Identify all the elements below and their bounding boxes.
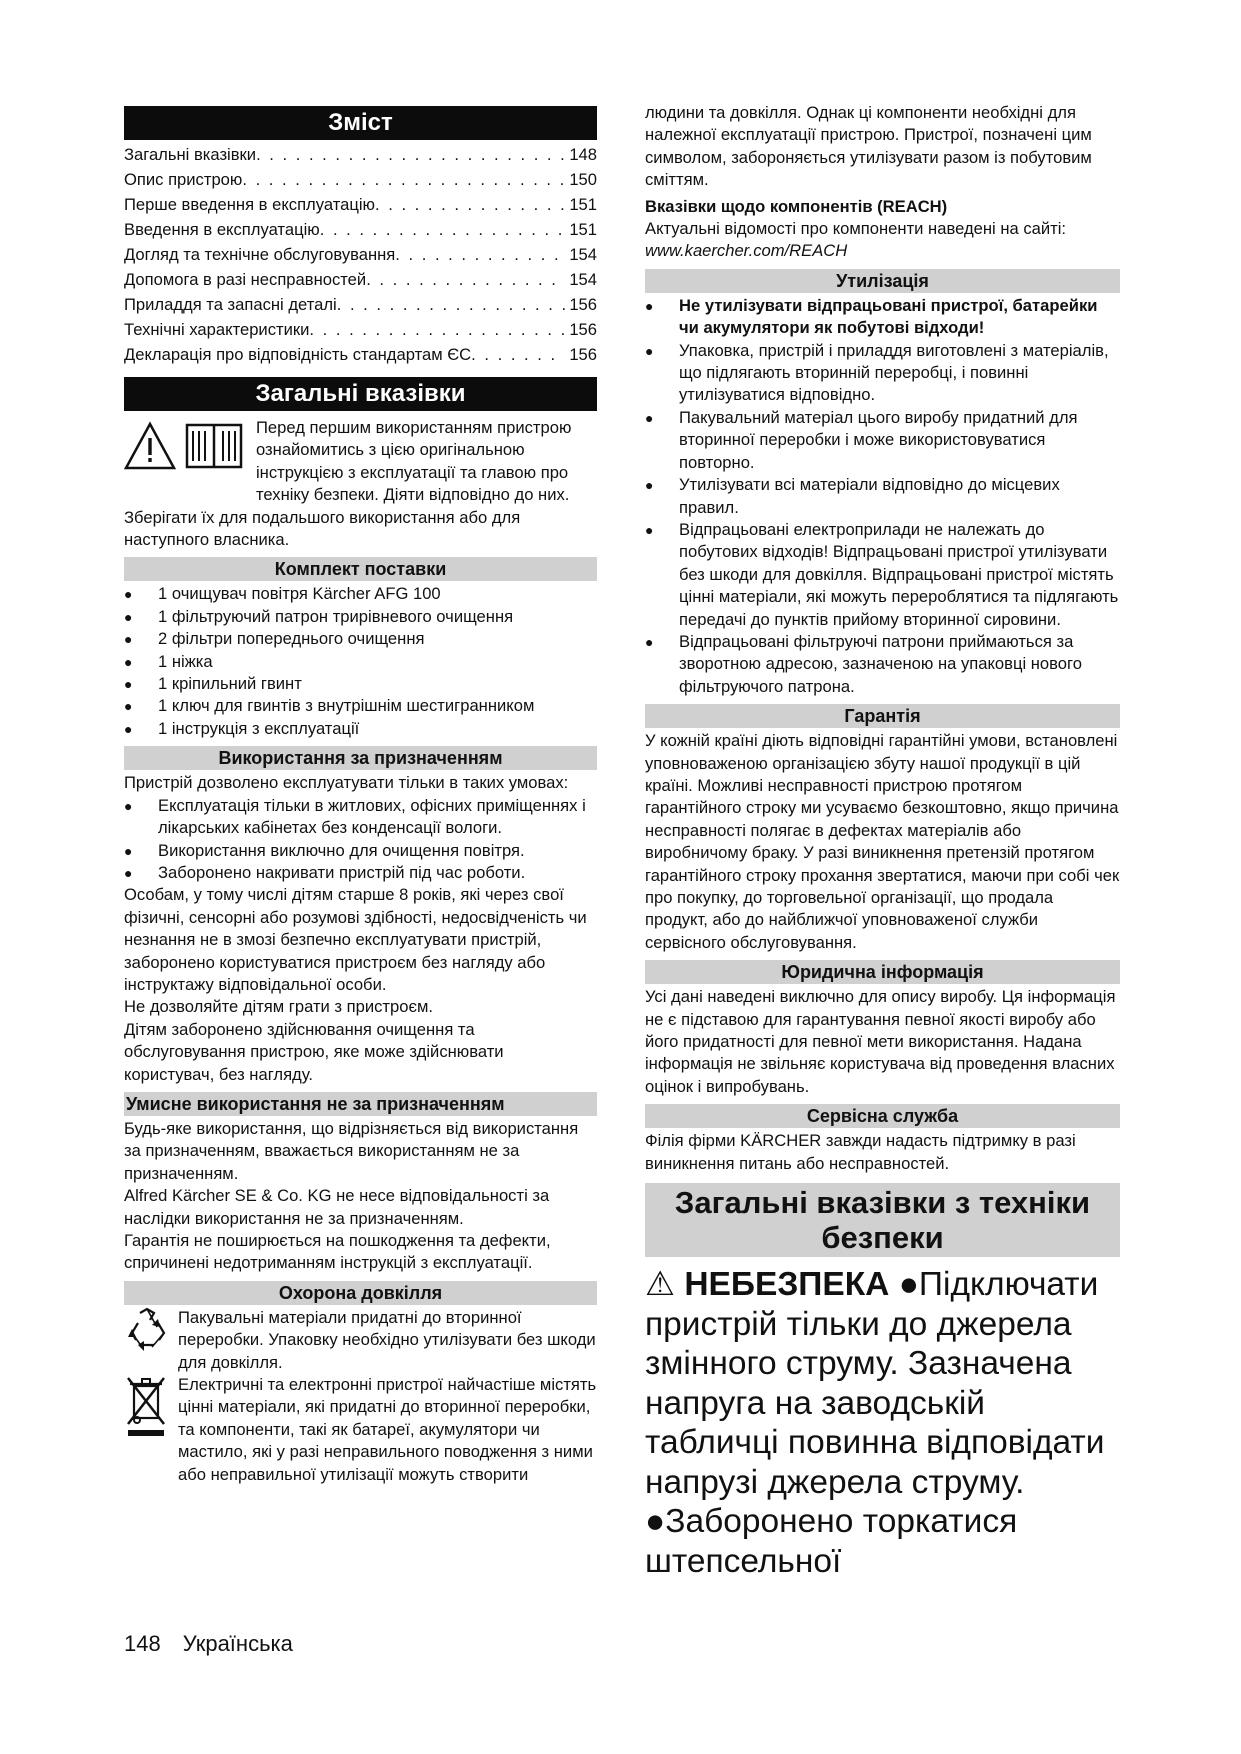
general-keep-text: Зберігати їх для подальшого використання або для наступного власника. bbox=[124, 507, 521, 550]
danger-label: НЕБЕЗПЕКА bbox=[684, 1266, 890, 1304]
intended-intro: Пристрій дозволено експлуатувати тільки в таких умовах: bbox=[124, 773, 569, 793]
list-item: ● Заборонено накривати пристрій під час роботи. bbox=[124, 862, 597, 884]
toc-item[interactable]: Опис пристрою . . . 150 bbox=[124, 167, 597, 192]
toc-item[interactable]: Допомога в разі несправностей . . . 154 bbox=[124, 267, 597, 292]
page-footer bbox=[124, 1631, 315, 1657]
toc-list bbox=[124, 142, 597, 367]
page-number: 148 bbox=[124, 1631, 161, 1656]
list-item: ● 1 очищувач повітря Kärcher AFG 100 bbox=[124, 583, 597, 605]
warranty-text: У кожній країні діють відповідні гарантійні умови, встановлені уповноваженою організацією збуту нашої продукції в цій країні. Можливі несправності пристрою протягом гарантійного строку ми усуваємо безкоштовно, якщо причина несправності полягає в дефектах матеріалів або виробничому браку. У разі виникнення претензій протягом гарантійного строку прохання звертатися, маючи при собі чек про покупку, до торговельної організації, що продала продукт, або до найближчої уповноваженої служби сервісного обслуговування. bbox=[645, 731, 1120, 952]
list-item: ● 2 фільтри попереднього очищення bbox=[124, 628, 597, 650]
misuse-p1: Будь-яке використання, що відрізняється від використання за призначенням, вважається використанням не за призначенням. bbox=[124, 1118, 579, 1183]
list-item: ● Відпрацьовані електроприлади не належать до побутових відходів! Відпрацьовані пристрої утилізувати без шкоди для довкілля. Відпрацьовані пристрої містять цінні матеріали, які можуть перероблятися та підлягають передачі до пунктів прийому вторинної сировини. bbox=[645, 519, 1120, 631]
list-item: ● 1 ніжка bbox=[124, 651, 597, 673]
recycling-block bbox=[124, 1307, 597, 1374]
list-item: ● 1 кріпильний гвинт bbox=[124, 673, 597, 695]
general-intro-block bbox=[124, 417, 597, 507]
weee-text-continued: людини та довкілля. Однак ці компоненти необхідні для належної експлуатації пристрою. Пристрої, позначені цим символом, забороняється утилізувати разом із побутовим сміттям. bbox=[645, 103, 1092, 190]
weee-text: Електричні та електронні пристрої найчастіше містять цінні матеріали, які придатні до вторинної переробки, та компоненти, такі як батареї, акумулятори чи мастило, які у разі неправильного поводження з ними або неправильної утилізації можуть створити bbox=[178, 1375, 597, 1484]
legal-heading: Юридична інформація bbox=[645, 960, 1120, 984]
toc-item[interactable]: Технічні характеристики . . . 156 bbox=[124, 317, 597, 342]
list-item: ● Експлуатація тільки в житлових, офісних приміщеннях і лікарських кабінетах без конденсації вологи. bbox=[124, 795, 597, 840]
bullet-icon: ● bbox=[645, 1503, 666, 1541]
right-column bbox=[645, 103, 1120, 1581]
intended-list bbox=[124, 795, 597, 885]
toc-item[interactable]: Перше введення в експлуатацію . . . 151 bbox=[124, 192, 597, 217]
recycling-icon bbox=[124, 1307, 170, 1351]
weee-block bbox=[124, 1374, 597, 1486]
list-item: ● 1 фільтруючий патрон трирівневого очищення bbox=[124, 606, 597, 628]
toc-item[interactable]: Догляд та технічне обслуговування . . . 154 bbox=[124, 242, 597, 267]
service-text: Філія фірми KÄRCHER завжди надасть підтримку в разі виникнення питань або несправностей. bbox=[645, 1131, 1076, 1173]
list-item: ● Не утилізувати відпрацьовані пристрої, батарейки чи акумулятори як побутові відходи! bbox=[645, 295, 1120, 340]
disposal-heading: Утилізація bbox=[645, 269, 1120, 293]
delivery-heading: Комплект поставки bbox=[124, 557, 597, 581]
misuse-p3: Гарантія не поширюється на пошкодження та дефекти, спричинені недотриманням інструкцій з експлуатації. bbox=[124, 1231, 551, 1273]
misuse-p2: Alfred Kärcher SE & Co. KG не несе відповідальності за наслідки використання не за призначенням. bbox=[124, 1186, 550, 1228]
left-column bbox=[124, 106, 597, 1486]
list-item: ● Відпрацьовані фільтруючі патрони приймаються за зворотною адресою, зазначеною на упаковці нового фільтруючого патрона. bbox=[645, 631, 1120, 698]
list-item: ● 1 ключ для гвинтів з внутрішнім шестигранником bbox=[124, 695, 597, 717]
intended-p2: Не дозволяйте дітям грати з пристроєм. bbox=[124, 997, 433, 1017]
warning-triangle-icon bbox=[124, 421, 176, 471]
safety-text bbox=[645, 1265, 1120, 1581]
service-heading: Сервісна служба bbox=[645, 1104, 1120, 1128]
disposal-list bbox=[645, 340, 1120, 699]
intended-p1: Особам, у тому числі дітям старше 8 років, які через свої фізичні, сенсорні або розумові здібності, недосвідченість чи незнання не в змозі безпечно експлуатувати пристрій, заборонено користуватися пристроєм без нагляду або інструктажу відповідальної особи. bbox=[124, 885, 587, 994]
safety-heading: Загальні вказівки з техніки безпеки bbox=[645, 1183, 1120, 1257]
list-item: ● Пакувальний матеріал цього виробу придатний для вторинної переробки і може використовуватися повторно. bbox=[645, 407, 1120, 474]
intended-use-heading: Використання за призначенням bbox=[124, 746, 597, 770]
toc-item[interactable]: Приладдя та запасні деталі . . . 156 bbox=[124, 292, 597, 317]
list-item: ● Упаковка, пристрій і приладдя виготовлені з матеріалів, що підлягають вторинній переробці, і повинні утилізуватися відповідно. bbox=[645, 340, 1120, 407]
list-item: ● Використання виключно для очищення повітря. bbox=[124, 840, 597, 862]
safety-text-1: Підключати пристрій тільки до джерела змінного струму. Зазначена напруга на заводській табличці повинна відповідати напрузі джерела струму. bbox=[645, 1266, 1105, 1501]
general-intro-text: Перед першим використанням пристрою ознайомитись з цією оригінальною інструкцією з експлуатації та главою про техніку безпеки. Діяти відповідно до них. bbox=[256, 418, 572, 505]
danger-icon: ⚠ bbox=[645, 1266, 676, 1304]
disposal-bold-list bbox=[645, 295, 1120, 340]
delivery-list bbox=[124, 583, 597, 740]
warranty-heading: Гарантія bbox=[645, 704, 1120, 728]
reach-heading: Вказівки щодо компонентів (REACH) bbox=[645, 196, 948, 216]
warning-icons bbox=[124, 417, 256, 507]
intended-p3: Дітям заборонено здійснювання очищення та обслуговування пристрою, яке може здійснювати користувач, без нагляду. bbox=[124, 1019, 504, 1084]
misuse-heading: Умисне використання не за призначенням bbox=[124, 1092, 597, 1116]
bullet-icon: ● bbox=[898, 1266, 919, 1304]
reach-link[interactable]: www.kaercher.com/REACH bbox=[645, 241, 848, 261]
toc-item[interactable]: Декларація про відповідність стандартам ЄС . . . 156 bbox=[124, 342, 597, 367]
list-item: ● Утилізувати всі матеріали відповідно до місцевих правил. bbox=[645, 474, 1120, 519]
footer-language: Українська bbox=[182, 1631, 293, 1656]
environment-heading: Охорона довкілля bbox=[124, 1281, 597, 1305]
recycling-text: Пакувальні матеріали придатні до вторинної переробки. Упаковку необхідно утилізувати без шкоди для довкілля. bbox=[178, 1307, 596, 1372]
general-heading: Загальні вказівки bbox=[124, 377, 597, 411]
manual-book-icon bbox=[184, 421, 244, 471]
toc-heading: Зміст bbox=[124, 106, 597, 140]
list-item: ● 1 інструкція з експлуатації bbox=[124, 718, 597, 740]
reach-text: Актуальні відомості про компоненти наведені на сайті: www.kaercher.com/REACH bbox=[645, 219, 1067, 261]
safety-text-2: Заборонено торкатися штепсельної bbox=[645, 1503, 1018, 1580]
toc-item[interactable]: Загальні вказівки . . . 148 bbox=[124, 142, 597, 167]
legal-text: Усі дані наведені виключно для опису виробу. Ця інформація не є підставою для гарантування певної якості виробу або його придатності для певної мети використання. Надана інформація не звільняє користувача від проведення власних оцінок і випробувань. bbox=[645, 987, 1116, 1096]
toc-item[interactable]: Введення в експлуатацію . . . 151 bbox=[124, 217, 597, 242]
